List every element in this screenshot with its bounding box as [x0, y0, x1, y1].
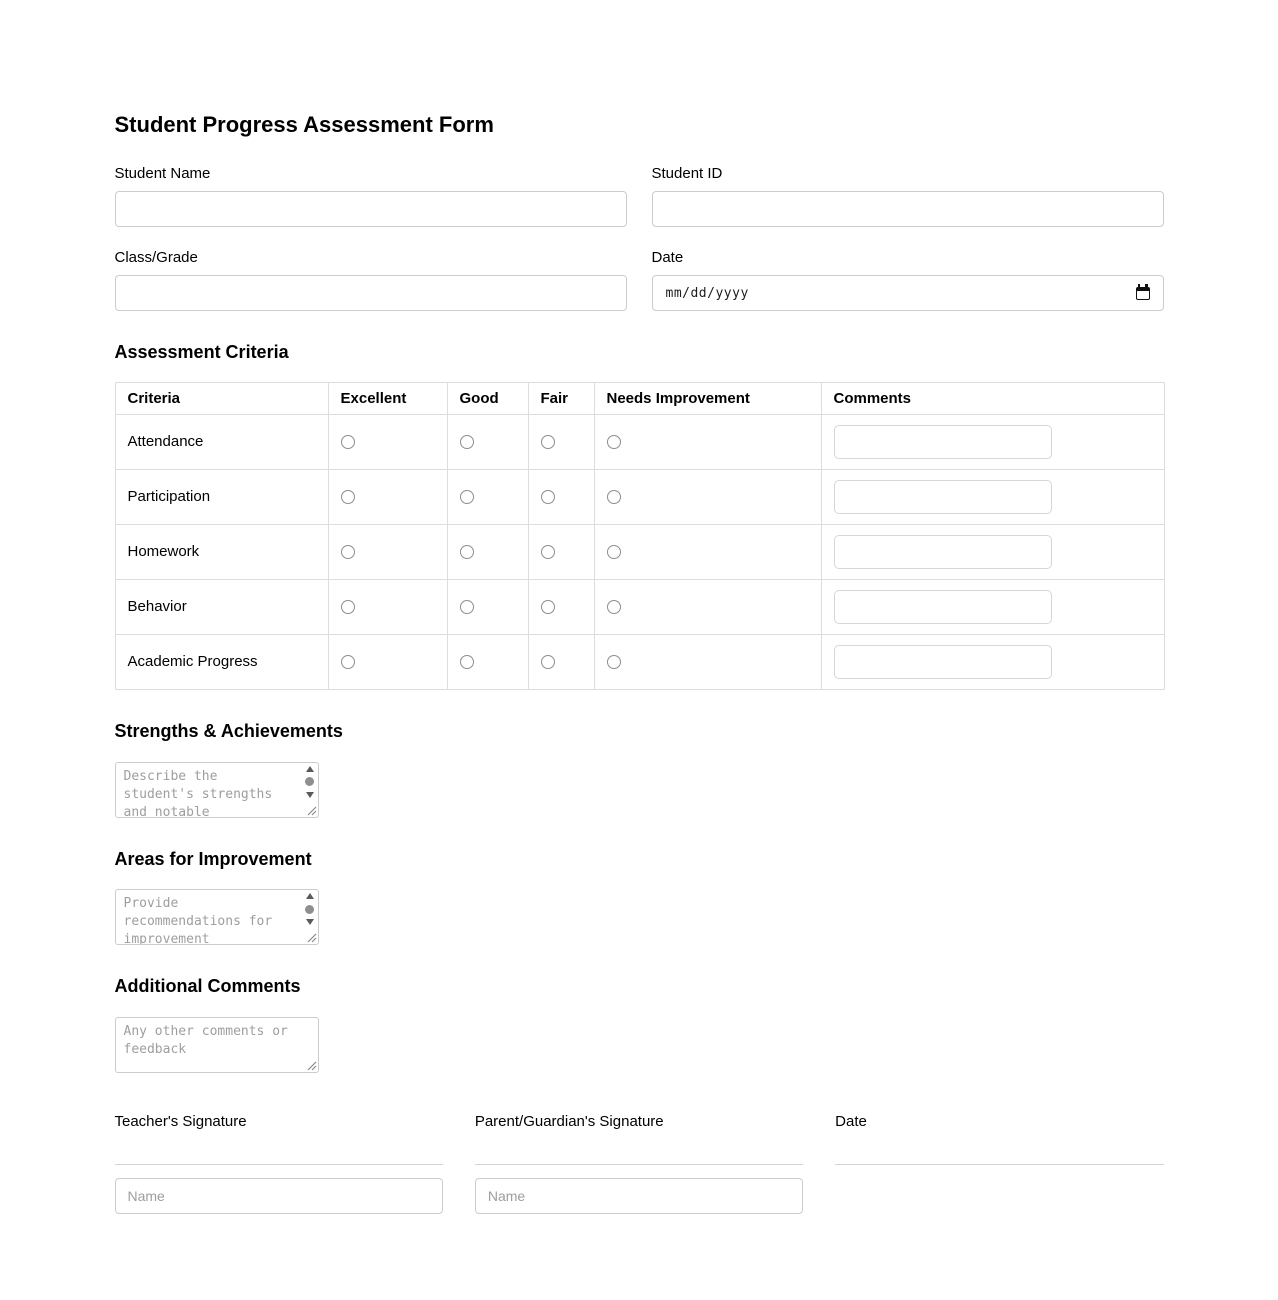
- teacher-signature-label: Teacher's Signature: [114, 1112, 247, 1130]
- signature-date-block: [835, 1113, 1163, 1214]
- radio-good[interactable]: [460, 435, 474, 449]
- scroll-down-arrow-icon[interactable]: [306, 919, 314, 925]
- comment-input[interactable]: [834, 425, 1052, 459]
- radio-fair[interactable]: [541, 490, 555, 504]
- improvement-textarea-wrap: [115, 889, 319, 945]
- radio-excellent[interactable]: [341, 545, 355, 559]
- radio-needs-improvement[interactable]: [607, 655, 621, 669]
- criteria-label: Behavior: [115, 579, 328, 634]
- radio-needs-improvement[interactable]: [607, 545, 621, 559]
- table-row: [115, 414, 1164, 469]
- radio-excellent[interactable]: [341, 490, 355, 504]
- student-name-label: Student Name: [114, 165, 211, 183]
- date-label: Date: [651, 249, 684, 267]
- student-name-input[interactable]: [115, 191, 627, 227]
- col-header-criteria: Criteria: [115, 382, 328, 414]
- resize-handle-icon[interactable]: [307, 933, 317, 943]
- improvement-textarea[interactable]: [116, 890, 301, 944]
- radio-excellent[interactable]: [341, 435, 355, 449]
- radio-good[interactable]: [460, 545, 474, 559]
- radio-good[interactable]: [460, 490, 474, 504]
- assessment-criteria-table: [115, 382, 1165, 690]
- radio-needs-improvement[interactable]: [607, 600, 621, 614]
- col-header-excellent: Excellent: [328, 382, 447, 414]
- improvement-heading: Areas for Improvement: [114, 848, 312, 869]
- criteria-label: Attendance: [115, 414, 328, 469]
- date-input[interactable]: [652, 275, 1164, 311]
- radio-fair[interactable]: [541, 600, 555, 614]
- signature-date-line: [835, 1164, 1163, 1165]
- parent-name-input[interactable]: [475, 1178, 803, 1214]
- col-header-needs-improvement: Needs Improvement: [594, 382, 821, 414]
- top-fields-grid: [115, 165, 1164, 311]
- page-title: Student Progress Assessment Form: [114, 112, 494, 137]
- strengths-heading: Strengths & Achievements: [114, 720, 343, 741]
- field-class-grade: [115, 249, 627, 311]
- student-id-input[interactable]: [652, 191, 1164, 227]
- col-header-comments: Comments: [821, 382, 1164, 414]
- scrollbar-thumb[interactable]: [305, 777, 314, 786]
- form-page: [115, 0, 1164, 1214]
- criteria-label: Homework: [115, 524, 328, 579]
- comment-input[interactable]: [834, 645, 1052, 679]
- criteria-label: Academic Progress: [115, 634, 328, 689]
- date-placeholder-text: mm/dd/yyyy: [665, 285, 749, 301]
- scrollbar-thumb[interactable]: [305, 905, 314, 914]
- radio-fair[interactable]: [541, 545, 555, 559]
- teacher-signature-line: [115, 1164, 443, 1165]
- criteria-label: Participation: [115, 469, 328, 524]
- strengths-textarea-wrap: [115, 762, 319, 818]
- teacher-signature-block: [115, 1113, 443, 1214]
- scroll-up-arrow-icon[interactable]: [306, 766, 314, 772]
- signature-date-label: Date: [835, 1112, 867, 1130]
- field-student-id: [652, 165, 1164, 227]
- parent-signature-block: [475, 1113, 803, 1214]
- radio-fair[interactable]: [541, 435, 555, 449]
- additional-comments-textarea[interactable]: [116, 1018, 318, 1072]
- comment-input[interactable]: [834, 535, 1052, 569]
- table-header-row: [115, 382, 1164, 414]
- table-row: [115, 524, 1164, 579]
- table-row: [115, 634, 1164, 689]
- radio-needs-improvement[interactable]: [607, 490, 621, 504]
- scroll-down-arrow-icon[interactable]: [306, 792, 314, 798]
- scroll-up-arrow-icon[interactable]: [306, 893, 314, 899]
- field-date: [652, 249, 1164, 311]
- radio-excellent[interactable]: [341, 655, 355, 669]
- radio-needs-improvement[interactable]: [607, 435, 621, 449]
- col-header-fair: Fair: [528, 382, 594, 414]
- calendar-icon[interactable]: [1136, 287, 1150, 300]
- additional-comments-heading: Additional Comments: [114, 976, 301, 997]
- resize-handle-icon[interactable]: [307, 806, 317, 816]
- class-grade-label: Class/Grade: [114, 249, 198, 267]
- parent-signature-label: Parent/Guardian's Signature: [474, 1112, 664, 1130]
- comment-input[interactable]: [834, 480, 1052, 514]
- table-row: [115, 579, 1164, 634]
- assessment-criteria-heading: Assessment Criteria: [114, 342, 289, 363]
- textarea-scrollbar[interactable]: [302, 890, 318, 928]
- teacher-name-input[interactable]: [115, 1178, 443, 1214]
- comment-input[interactable]: [834, 590, 1052, 624]
- student-id-label: Student ID: [651, 165, 723, 183]
- class-grade-input[interactable]: [115, 275, 627, 311]
- field-student-name: [115, 165, 627, 227]
- additional-comments-textarea-wrap: [115, 1017, 319, 1073]
- col-header-good: Good: [447, 382, 528, 414]
- radio-good[interactable]: [460, 600, 474, 614]
- strengths-textarea[interactable]: [116, 763, 301, 817]
- radio-excellent[interactable]: [341, 600, 355, 614]
- table-row: [115, 469, 1164, 524]
- radio-good[interactable]: [460, 655, 474, 669]
- resize-handle-icon[interactable]: [307, 1061, 317, 1071]
- textarea-scrollbar[interactable]: [302, 763, 318, 801]
- parent-signature-line: [475, 1164, 803, 1165]
- signatures-section: [115, 1113, 1164, 1214]
- radio-fair[interactable]: [541, 655, 555, 669]
